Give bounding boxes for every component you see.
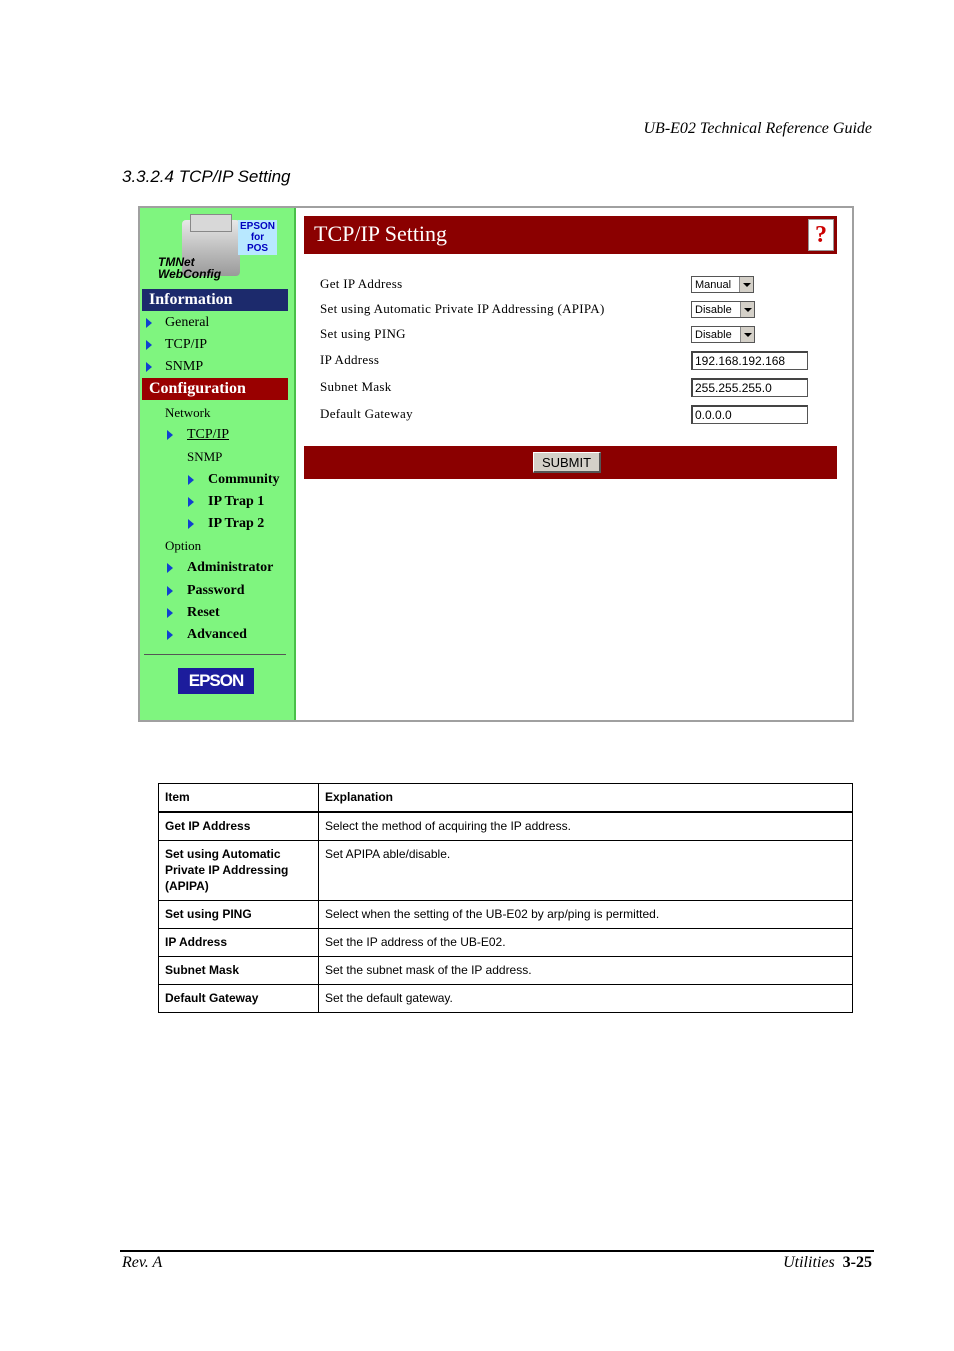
apipa-select[interactable]: Disable: [691, 301, 755, 318]
table-header-explanation: Explanation: [319, 784, 853, 813]
subnet-mask-input[interactable]: 255.255.255.0: [691, 378, 808, 397]
label-subnet-mask: Subnet Mask: [320, 379, 392, 394]
table-cell-explanation: Select when the setting of the UB-E02 by arp/ping is permitted.: [319, 901, 853, 929]
get-ip-address-select[interactable]: Manual: [691, 276, 754, 293]
arrow-right-icon: [146, 362, 152, 372]
tmnet-wordmark: TMNet WebConfig: [158, 255, 222, 281]
table-cell-explanation: Set APIPA able/disable.: [319, 841, 853, 901]
table-header-item: Item: [159, 784, 319, 813]
nav-panel: [140, 208, 296, 720]
nav-heading-configuration: Configuration: [142, 378, 288, 400]
help-icon[interactable]: ?: [808, 219, 834, 251]
arrow-right-icon: [146, 340, 152, 350]
arrow-right-icon: [188, 475, 194, 485]
table-row: [159, 841, 853, 901]
arrow-right-icon: [167, 563, 173, 573]
ip-address-input[interactable]: 192.168.192.168: [691, 351, 808, 370]
nav-heading-information: Information: [142, 289, 288, 311]
table-header-row: [159, 784, 853, 813]
nav-item-community[interactable]: Community: [208, 472, 280, 487]
nav-item-reset[interactable]: Reset: [187, 605, 220, 620]
arrow-right-icon: [188, 519, 194, 529]
nav-item-administrator[interactable]: Administrator: [187, 560, 274, 575]
arrow-right-icon: [167, 608, 173, 618]
table-row: [159, 929, 853, 957]
arrow-right-icon: [167, 586, 173, 596]
nav-item-snmp-info[interactable]: SNMP: [165, 359, 204, 374]
arrow-right-icon: [188, 497, 194, 507]
arrow-right-icon: [146, 318, 152, 328]
table-cell-item: IP Address: [159, 929, 319, 957]
table-cell-explanation: Set the IP address of the UB-E02.: [319, 929, 853, 957]
table-cell-item: Set using Automatic Private IP Addressing (APIPA): [159, 841, 319, 901]
tmnet-logo: [152, 212, 292, 290]
nav-item-general[interactable]: General: [165, 315, 210, 330]
nav-item-tcpip-config[interactable]: TCP/IP: [187, 427, 230, 442]
label-apipa: Set using Automatic Private IP Addressing (APIPA): [320, 301, 605, 316]
nav-item-advanced[interactable]: Advanced: [187, 627, 247, 642]
running-header: UB-E02 Technical Reference Guide: [643, 120, 872, 137]
epson-for-pos-badge: EPSON for POS: [240, 221, 276, 254]
nav-group-option: Option: [165, 538, 202, 553]
table-cell-item: Set using PING: [159, 901, 319, 929]
label-ping: Set using PING: [320, 326, 406, 341]
arrow-right-icon: [167, 430, 173, 440]
default-gateway-input[interactable]: 0.0.0.0: [691, 405, 808, 424]
chevron-down-icon: [739, 277, 753, 292]
label-ip-address: IP Address: [320, 352, 380, 367]
table-row: [159, 985, 853, 1013]
footer-chapter: Utilities: [783, 1254, 835, 1271]
nav-group-network: Network: [165, 405, 211, 420]
page-header-bar: [304, 216, 837, 254]
table-row: [159, 812, 853, 841]
table-cell-explanation: Set the default gateway.: [319, 985, 853, 1013]
nav-item-tcpip-info[interactable]: TCP/IP: [165, 337, 208, 352]
footer-page-info: [783, 1254, 872, 1272]
ping-select[interactable]: Disable: [691, 326, 755, 343]
table-row: [159, 901, 853, 929]
label-get-ip-address: Get IP Address: [320, 276, 403, 291]
submit-bar: [304, 446, 837, 479]
nav-item-ip-trap-2[interactable]: IP Trap 2: [208, 516, 265, 531]
table-cell-explanation: Set the subnet mask of the IP address.: [319, 957, 853, 985]
table-cell-explanation: Select the method of acquiring the IP address.: [319, 812, 853, 841]
chevron-down-icon: [740, 327, 754, 342]
nav-item-password[interactable]: Password: [187, 583, 245, 598]
section-title: 3.3.2.4 TCP/IP Setting: [122, 167, 291, 186]
label-default-gateway: Default Gateway: [320, 406, 413, 421]
table-cell-item: Get IP Address: [159, 812, 319, 841]
page-number: 3-25: [842, 1254, 872, 1271]
epson-logo: EPSON: [178, 668, 254, 694]
webconfig-screenshot: [138, 206, 854, 722]
footer-revision: Rev. A: [122, 1254, 163, 1271]
nav-divider: [144, 654, 286, 655]
footer-rule: [120, 1250, 874, 1252]
table-cell-item: Subnet Mask: [159, 957, 319, 985]
table-cell-item: Default Gateway: [159, 985, 319, 1013]
page-title: TCP/IP Setting: [314, 221, 448, 246]
explanation-table: [158, 783, 853, 1013]
nav-item-ip-trap-1[interactable]: IP Trap 1: [208, 494, 265, 509]
nav-group-snmp: SNMP: [187, 449, 223, 464]
arrow-right-icon: [167, 630, 173, 640]
chevron-down-icon: [740, 302, 754, 317]
table-row: [159, 957, 853, 985]
submit-button[interactable]: SUBMIT: [533, 452, 601, 473]
